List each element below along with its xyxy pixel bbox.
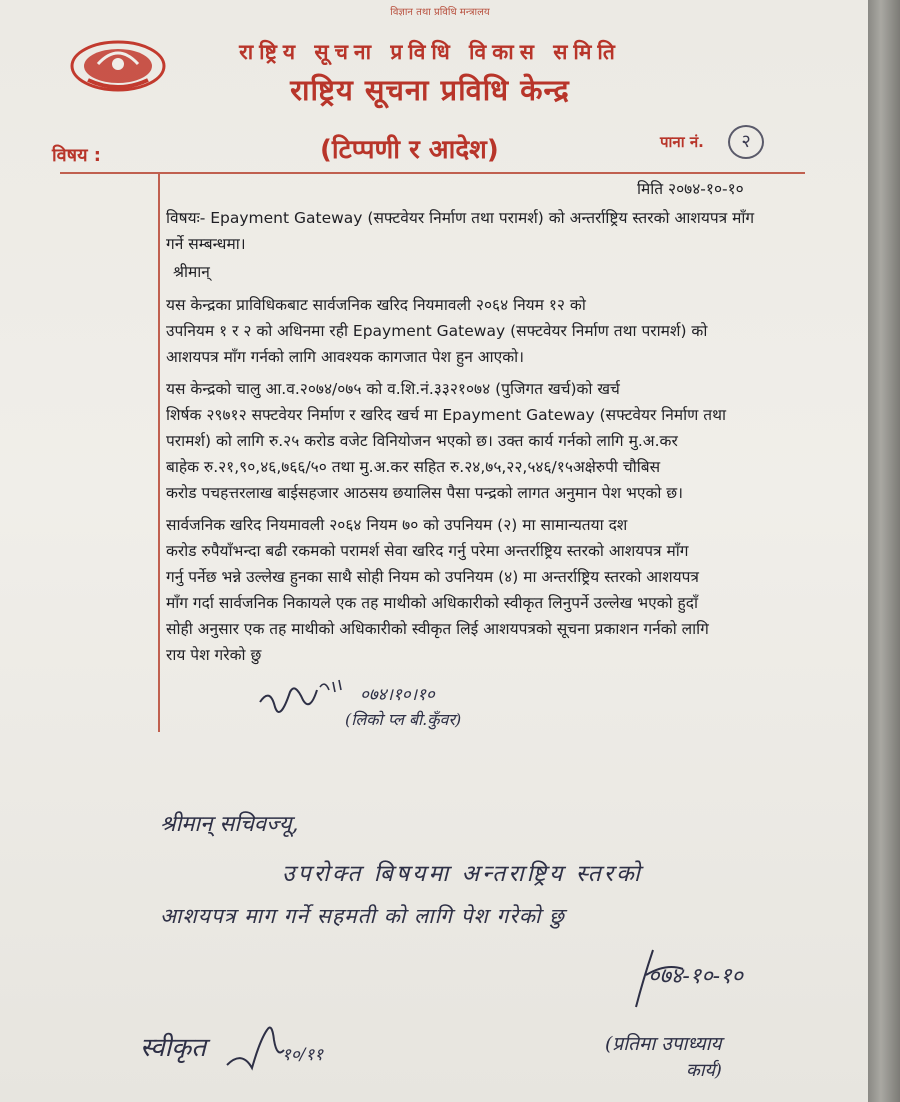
- margin-rule: [158, 172, 160, 732]
- signature-name-second: (प्रतिमा उपाध्याय: [605, 1033, 722, 1055]
- handwritten-line: उपरोक्त बिषयमा अन्तराष्ट्रिय स्तरको: [282, 861, 643, 887]
- body-line: करोड पचहत्तरलाख बाईसहजार आठसय छयालिस पैसा पन्द्रको लागत अनुमान पेश भएको छ।: [166, 484, 684, 502]
- note-salutation: श्रीमान्: [173, 263, 210, 281]
- body-line: करोड रुपैयाँभन्दा बढी रकमको परामर्श सेवा खरिद गर्नु परेमा अन्तर्राष्ट्रिय स्तरको आशयपत्र माँग: [166, 542, 689, 560]
- body-line: बाहेक रु.२१,९०,४६,७६६/५० तथा मु.अ.कर सहित रु.२४,७५,२२,५४६/१५अक्षेरुपी चौबिस: [166, 458, 661, 476]
- page-number: २: [728, 125, 764, 159]
- signature-name-first: (लिको प्ल बी.कुँवर): [345, 710, 462, 729]
- subject-label: विषय :: [52, 145, 101, 166]
- body-line: राय पेश गरेको छु: [166, 646, 262, 664]
- body-line: सार्वजनिक खरिद नियमावली २०६४ नियम ७० को उपनियम (२) मा सामान्यतया दश: [166, 516, 628, 534]
- ministry-name: विज्ञान तथा प्रविधि मन्त्रालय: [390, 7, 490, 18]
- note-subject: [166, 205, 754, 257]
- approval-date: १०/११: [282, 1045, 324, 1065]
- signature-date-second: ०७४-१०-१०: [648, 964, 743, 989]
- body-line: आशयपत्र माँग गर्नको लागि आवश्यक कागजात पेश हुन आएको।: [166, 348, 524, 366]
- body-line: शिर्षक २९७१२ सफ्टवेयर निर्माण र खरिद खर्च मा Epayment Gateway (सफ्टवेयर निर्माण तथा: [166, 406, 727, 424]
- handwritten-salutation: श्रीमान् सचिवज्यू,: [160, 812, 299, 837]
- body-line: माँग गर्दा सार्वजनिक निकायले एक तह माथीको अधिकारीको स्वीकृत लिनुपर्ने उल्लेख भएको हुदाँ: [166, 594, 698, 612]
- body-line: गर्नु पर्नेछ भन्ने उल्लेख हुनका साथै सोही नियम को उपनियम (४) मा अन्तर्राष्ट्रिय स्तरको आशयपत्र: [166, 568, 699, 586]
- subject-line: विषयः- Epayment Gateway (सफ्टवेयर निर्माण तथा परामर्श) को अन्तर्राष्ट्रिय स्तरको आशयपत्र माँग: [166, 209, 755, 227]
- signature-role-second: कार्य): [686, 1060, 722, 1081]
- nepal-emblem-icon: [68, 34, 168, 94]
- body-line: सोही अनुसार एक तह माथीको अधिकारीको स्वीकृत लिई आशयपत्रको सूचना प्रकाशन गर्नको लागि: [166, 620, 709, 638]
- header-rule: [60, 172, 805, 174]
- background-edge: [868, 0, 900, 1102]
- document-title: (टिप्पणी र आदेश): [320, 135, 499, 165]
- body-line: यस केन्द्रका प्राविधिकबाट सार्वजनिक खरिद नियमावली २०६४ नियम १२ को: [166, 296, 586, 314]
- note-date: मिति २०७४-१०-१०: [637, 180, 744, 198]
- subject-line: गर्ने सम्बन्धमा।: [166, 235, 246, 253]
- committee-name: राष्ट्रिय सूचना प्रविधि विकास समिति: [239, 40, 621, 64]
- body-line: उपनियम १ र २ को अधिनमा रही Epayment Gateway (सफ्टवेयर निर्माण तथा परामर्श) को: [166, 322, 708, 340]
- page-label: पाना नं.: [660, 133, 704, 151]
- center-name: राष्ट्रिय सूचना प्रविधि केन्द्र: [290, 73, 570, 107]
- signature-date-first: ०७४।१०।१०: [360, 685, 435, 705]
- handwritten-line: आशयपत्र माग गर्ने सहमती को लागि पेश गरेको छु: [160, 904, 565, 928]
- approval-text: स्वीकृत: [140, 1033, 207, 1063]
- body-line: यस केन्द्रको चालु आ.व.२०७४/०७५ को व.शि.नं.३३२१०७४ (पुजिगत खर्च)को खर्च: [166, 380, 620, 398]
- body-line: परामर्श) को लागि रु.२५ करोड वजेट विनियोजन भएको छ। उक्त कार्य गर्नको लागि मु.अ.कर: [166, 432, 678, 450]
